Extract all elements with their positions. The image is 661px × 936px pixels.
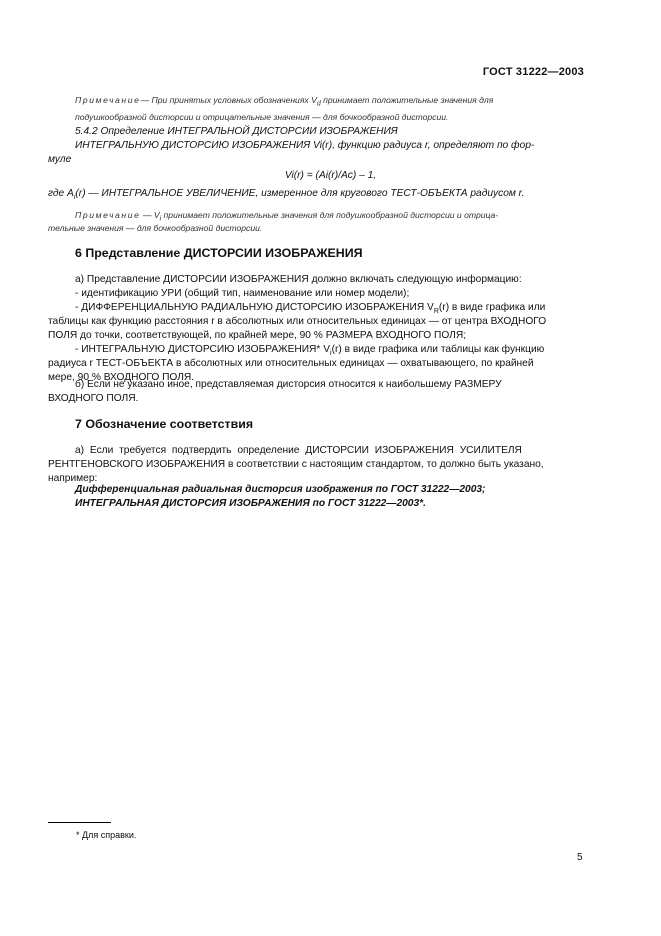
section-7-title: 7 Обозначение соответствия [75,417,254,431]
s6-item-b-cont: ВХОДНОГО ПОЛЯ. [48,393,139,404]
s7-item-a-cont: РЕНТГЕНОВСКОГО ИЗОБРАЖЕНИЯ в соответствии с настоящим стандартом, то должно быть указано, например: [48,459,544,484]
formula: Vi(r) = (Ai(r)/Ac) – 1, [284,170,377,181]
definition-line-2: муле [48,154,72,165]
footnote: * Для справки. [76,830,137,840]
note-1 [75,94,582,124]
section-6-title: 6 Представление ДИСТОРСИИ ИЗОБРАЖЕНИЯ [75,246,363,260]
s6-int-line-1: - ИНТЕГРАЛЬНУЮ ДИСТОРСИЮ ИЗОБРАЖЕНИЯ* $V_i(r)$ в виде графика или таблицы как функцию [75,344,545,358]
s7-item-a: а) Если требуется подтвердить определение ДИСТОРСИИ ИЗОБРАЖЕНИЯ УСИЛИТЕЛЯ [75,445,522,456]
section-6-body [75,273,582,319]
formula-explanation: где $A_i(r)$ — ИНТЕГРАЛЬНОЕ УВЕЛИЧЕНИЕ, измеренное для кругового ТЕСТ-ОБЪЕКТА радиусом r. [48,188,525,202]
footnote-separator [48,822,111,823]
s6-item-b: б) Если не указано иное, представляемая дисторсия относится к наибольшему РАЗМЕРУ [75,379,502,390]
definition-line-1: ИНТЕГРАЛЬНУЮ ДИСТОРСИЮ ИЗОБРАЖЕНИЯ Vi(r), функцию радиуса r, определяют по фор- [75,140,535,151]
note-1-line-2: подушкообразной дисторсии и отрицательные значения — для бочкообразной дисторсии. [75,111,449,122]
s6-id-line: - идентификацию УРИ (общий тип, наименование или номер модели); [75,288,410,299]
note-2-line-1: Примечание — $V_i$ принимает положительные значения для подушкообразной дисторсии и отрица- [75,210,499,223]
s6-int-cont: радиуса r ТЕСТ-ОБЪЕКТА в абсолютных или относительных единицах — охватывающего, по крайней мере, 90 % ВХОДНОГО ПОЛЯ. [48,358,534,383]
note-label: Примечание [75,95,141,105]
section-5-4-2 [75,125,582,153]
subsection-heading: 5.4.2 Определение ИНТЕГРАЛЬНОЙ ДИСТОРСИИ ИЗОБРАЖЕНИЯ [75,126,398,137]
example-1: Дифференциальная радиальная дисторсия изображения по ГОСТ 31222—2003; [75,484,486,495]
example-2: ИНТЕГРАЛЬНАЯ ДИСТОРСИЯ ИЗОБРАЖЕНИЯ по ГОСТ 31222—2003*. [75,498,426,509]
document-id: ГОСТ 31222—2003 [482,66,584,78]
s6-diff-cont: таблицы как функцию расстояния r в абсолютных или относительных единицах — от центра ВХОДНОГО ПОЛЯ до точки, соответствующей, по крайней мере, 90 % РАЗМЕРА ВХОДНОГО ПОЛЯ; [48,316,547,341]
note-1-line-1: Примечание— При принятых условных обозначениях $V_d$ принимает положительные значения для [75,95,494,108]
page-number: 5 [577,852,583,863]
s6-diff-line-1: - ДИФФЕРЕНЦИАЛЬНУЮ РАДИАЛЬНУЮ ДИСТОРСИЮ ИЗОБРАЖЕНИЯ $V_R(r)$ в виде графика или [75,302,546,316]
note-2-line-2: тельные значения — для бочкообразной дисторсии. [48,223,263,233]
s6-item-a: а) Представление ДИСТОРСИИ ИЗОБРАЖЕНИЯ должно включать следующую информацию: [75,274,522,285]
s7-examples [75,483,582,511]
